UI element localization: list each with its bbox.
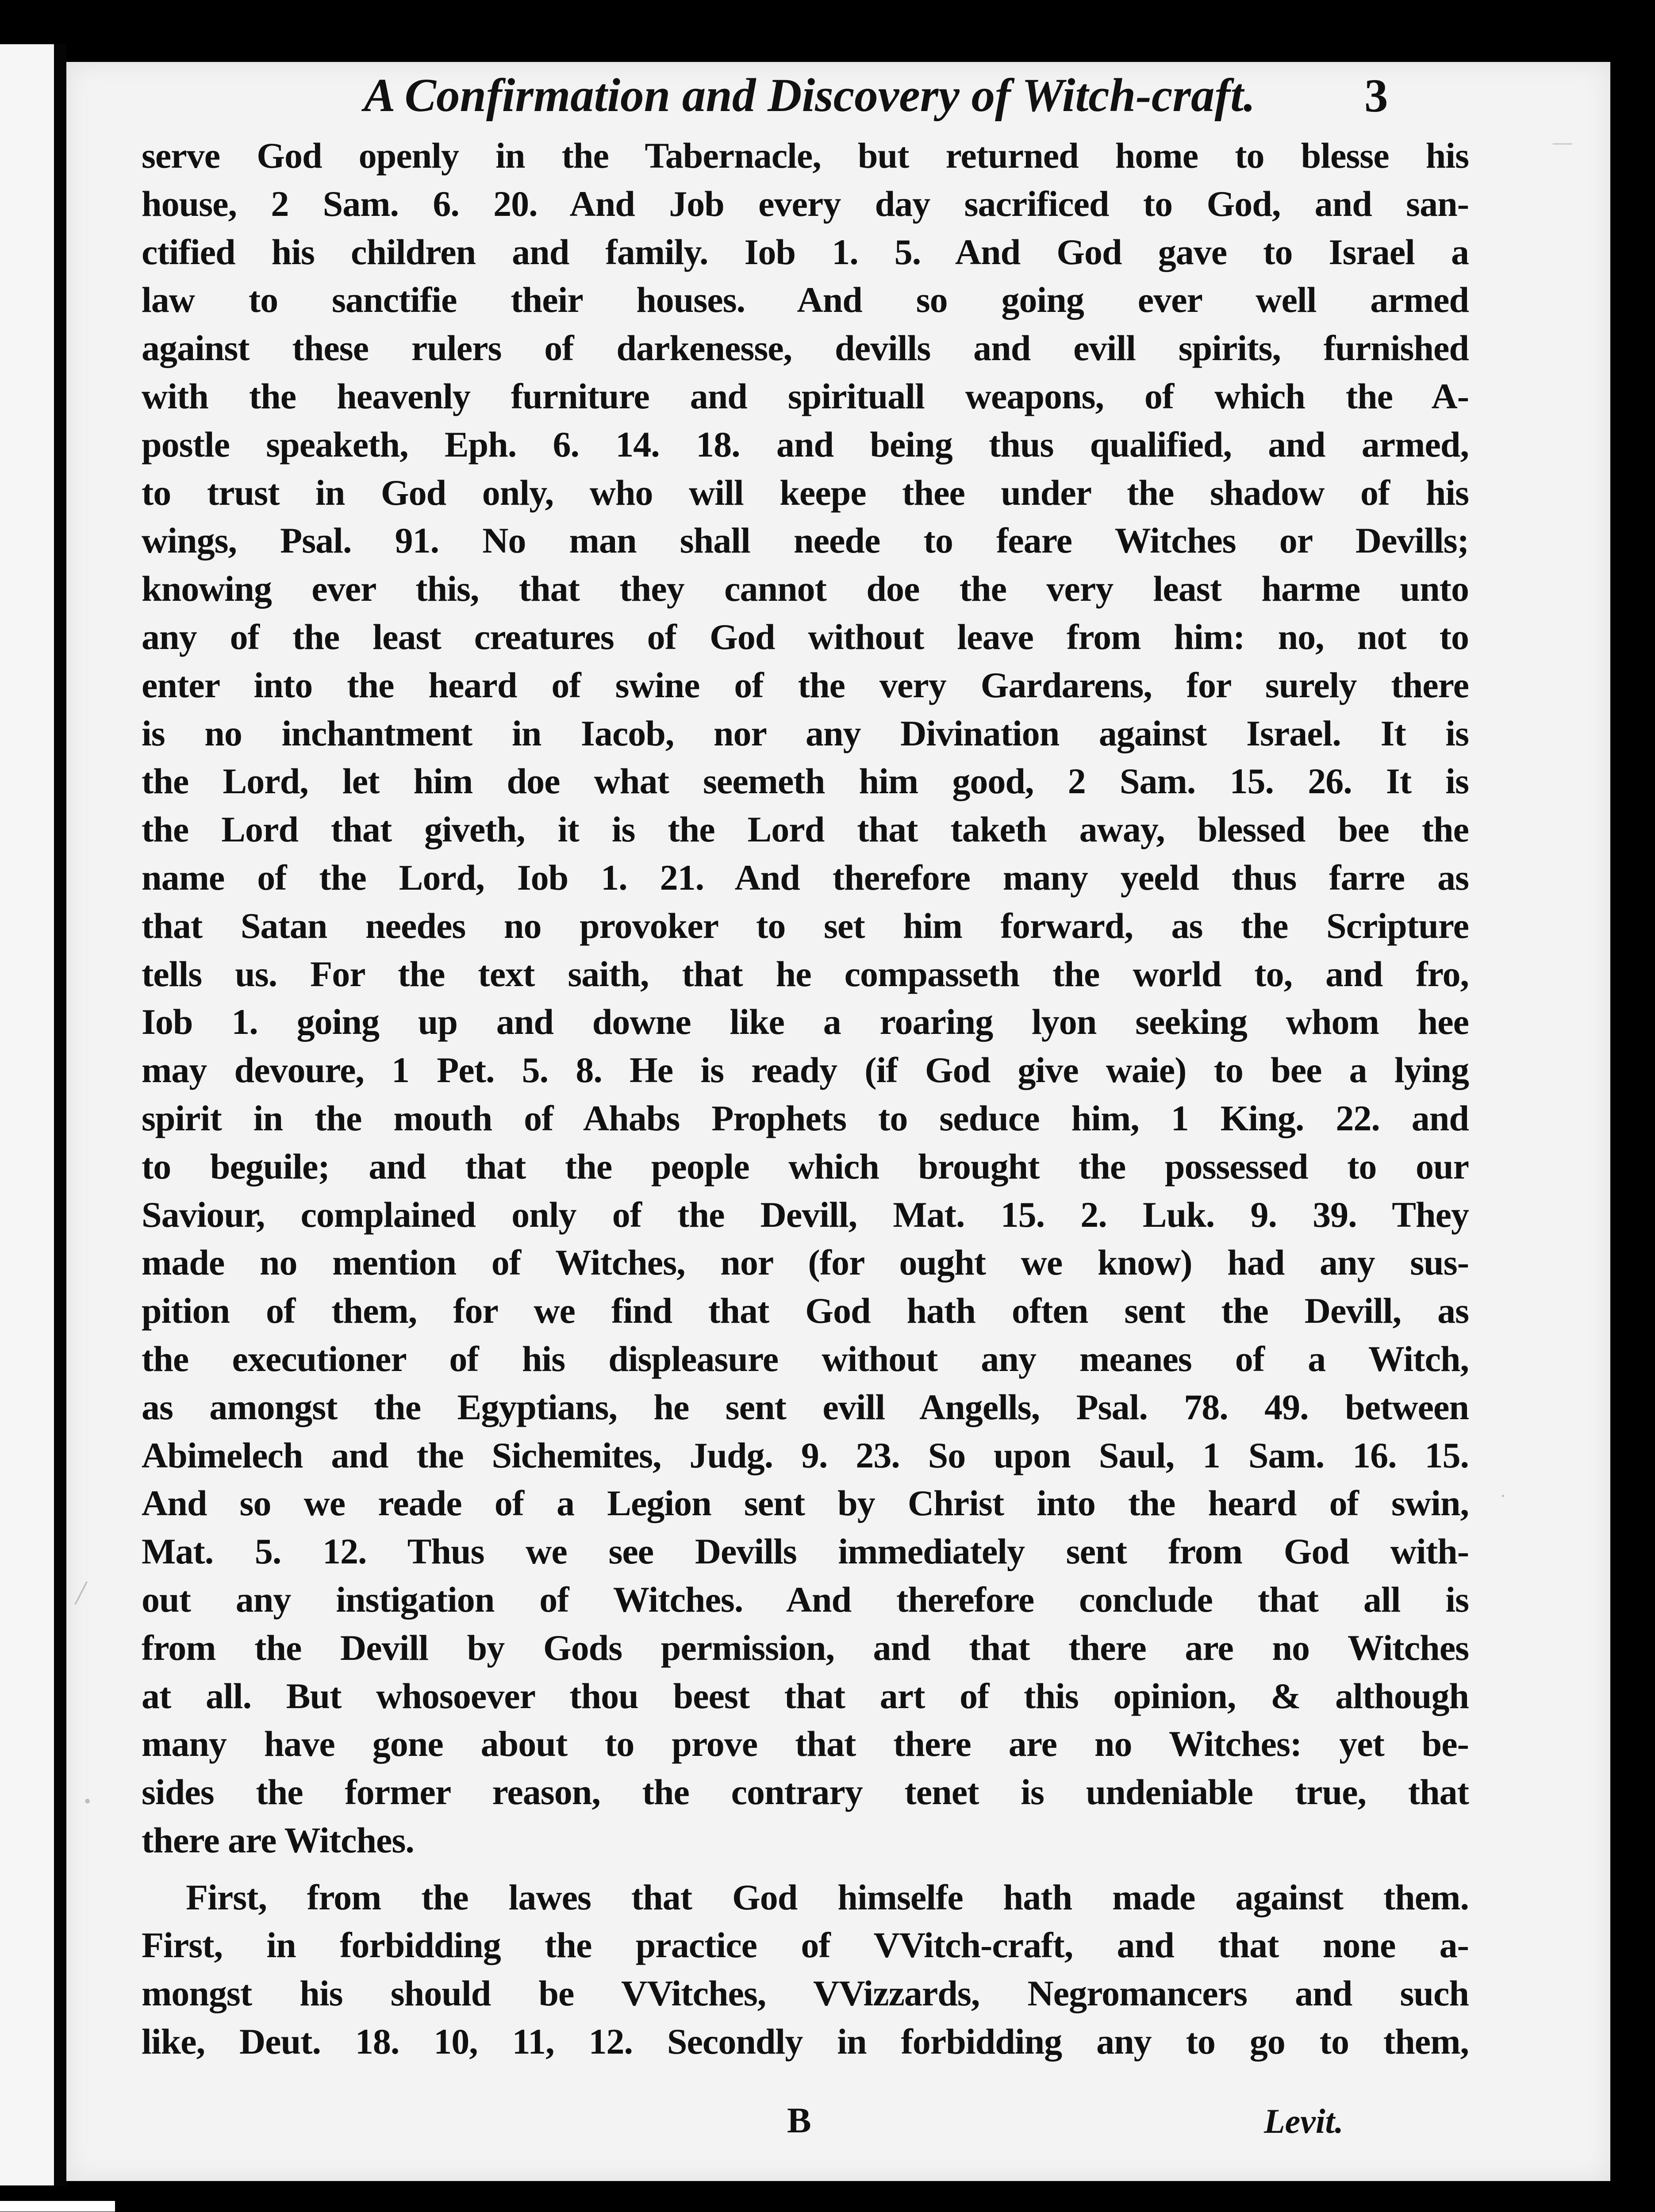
text-line: with the heavenly furniture and spirituall weapons, of which the A- [142,376,1469,416]
text-line: spirit in the mouth of Ahabs Prophets to seduce him, 1 King. 22. and [142,1098,1469,1138]
text-line: any of the least creatures of God without leave from him: no, not to [142,616,1469,657]
text-line: like, Deut. 18. 10, 11, 12. Secondly in forbidding any to go to them, [142,2021,1469,2062]
margin-speck: ╱ [75,1582,87,1604]
text-line: at all. But whosoever thou beest that art of this opinion, & although [142,1675,1469,1716]
scan-edge-strip [0,2201,115,2212]
text-line: law to sanctifie their houses. And so going ever well armed [142,280,1469,320]
text-line: is no inchantment in Iacob, nor any Divination against Israel. It is [142,713,1469,753]
text-line: the executioner of his displeasure without any meanes of a Witch, [142,1338,1469,1379]
text-line: made no mention of Witches, nor (for ought we know) had any sus- [142,1242,1469,1283]
text-line: house, 2 Sam. 6. 20. And Job every day sacrificed to God, and san- [142,183,1469,224]
text-line: serve God openly in the Tabernacle, but returned home to blesse his [142,135,1469,176]
text-line: enter into the heard of swine of the very Gardarens, for surely there [142,664,1469,705]
book-gutter [54,44,66,2185]
text-line: that Satan needes no provoker to set him forward, as the Scripture [142,905,1469,946]
running-title: A Confirmation and Discovery of Witch-craft. [364,69,1256,122]
text-line: ctified his children and family. Iob 1. 5. And God gave to Israel a [142,231,1469,272]
catchword: Levit. [1264,2102,1344,2140]
text-line: against these rulers of darkenesse, devills and evill spirits, furnished [142,328,1469,369]
text-line: the Lord that giveth, it is the Lord that taketh away, blessed bee the [142,809,1469,850]
text-line: tells us. For the text saith, that he compasseth the world to, and fro, [142,953,1469,994]
text-line: sides the former reason, the contrary tenet is undeniable true, that [142,1772,1469,1813]
text-line: name of the Lord, Iob 1. 21. And therefore many yeeld thus farre as [142,857,1469,898]
text-line: mongst his should be VVitches, VVizzards, Negromancers and such [142,1973,1469,2014]
text-line: out any instigation of Witches. And therefore conclude that all is [142,1579,1469,1620]
page-number: 3 [1364,70,1388,122]
text-line: from the Devill by Gods permission, and that there are no Witches [142,1627,1469,1668]
text-line: wings, Psal. 91. No man shall neede to feare Witches or Devills; [142,520,1469,561]
text-line: knowing ever this, that they cannot doe the very least harme unto [142,568,1469,609]
text-line: there are Witches. [142,1820,414,1860]
text-line: pition of them, for we find that God hath often sent the Devill, as [142,1290,1469,1331]
page-body [142,132,1469,2066]
book-page [66,62,1610,2181]
text-line: Abimelech and the Sichemites, Judg. 9. 23. So upon Saul, 1 Sam. 16. 15. [142,1435,1469,1475]
text-line: Mat. 5. 12. Thus we see Devills immediately sent from God with- [142,1531,1469,1572]
margin-speck: — [1553,131,1572,153]
paragraph-gap [142,1865,1469,1874]
text-line: the Lord, let him doe what seemeth him good, 2 Sam. 15. 26. It is [142,761,1469,802]
facing-page-edge [0,44,54,2185]
margin-speck: • [84,1790,91,1812]
text-line: may devoure, 1 Pet. 5. 8. He is ready (if God give waie) to bee a lying [142,1050,1469,1091]
text-line: many have gone about to prove that there are no Witches: yet be- [142,1724,1469,1764]
text-line: as amongst the Egyptians, he sent evill Angells, Psal. 78. 49. between [142,1386,1469,1427]
text-line: postle speaketh, Eph. 6. 14. 18. and being thus qualified, and armed, [142,424,1469,465]
signature-mark: B [787,2100,811,2140]
text-line: First, from the lawes that God himselfe hath made against them. [186,1877,1469,1917]
margin-speck: · [1500,1485,1506,1507]
text-line: Saviour, complained only of the Devill, Mat. 15. 2. Luk. 9. 39. They [142,1194,1469,1235]
text-line: First, in forbidding the practice of VVitch-craft, and that none a- [142,1925,1469,1966]
text-line: Iob 1. going up and downe like a roaring lyon seeking whom hee [142,1002,1469,1042]
text-line: to trust in God only, who will keepe thee under the shadow of his [142,472,1469,513]
text-line: to beguile; and that the people which brought the possessed to our [142,1146,1469,1187]
text-line: And so we reade of a Legion sent by Christ into the heard of swin, [142,1483,1469,1524]
